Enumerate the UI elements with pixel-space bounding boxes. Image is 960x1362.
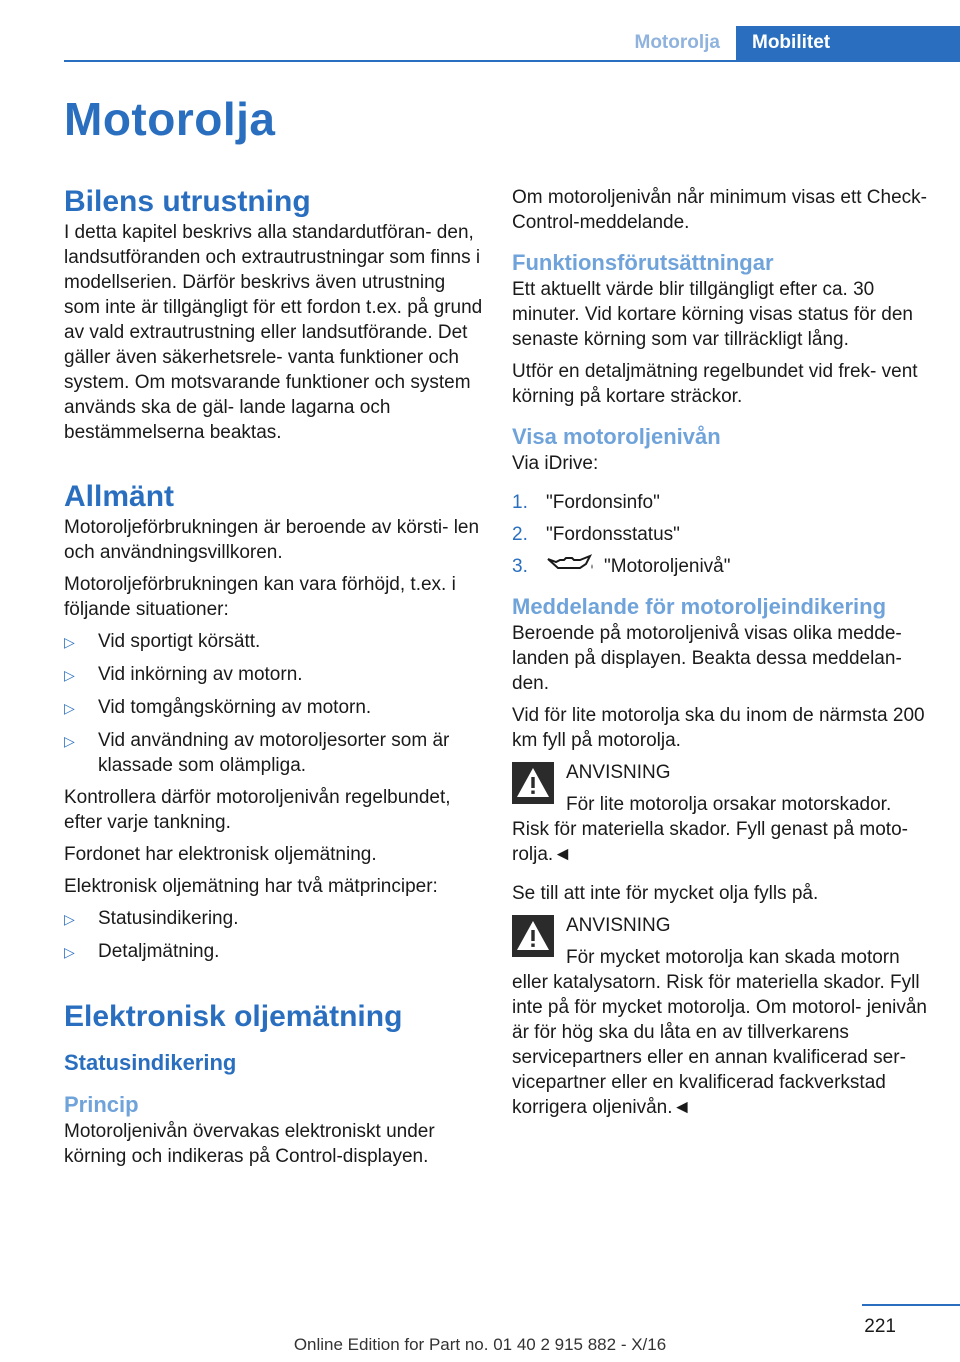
warning-note-2 (512, 913, 930, 1120)
triangle-bullet-icon: ▷ (64, 700, 75, 716)
edition-footer: Online Edition for Part no. 01 40 2 915 882 - X/16 (293, 1335, 667, 1354)
triangle-bullet-icon: ▷ (64, 944, 75, 960)
list-item: ▷ Vid användning av motoroljesorter som är klassade som olämpliga. (64, 730, 450, 776)
princip-heading: Princip (64, 1092, 139, 1117)
right-column (512, 185, 930, 1120)
equipment-heading: Bilens utrustning (64, 185, 311, 218)
triangle-bullet-icon: ▷ (64, 911, 75, 927)
via-idrive: Via iDrive: (512, 453, 599, 474)
list-item: ▷ Vid sportigt körsätt. (64, 629, 484, 655)
warning-title: ANVISNING (566, 762, 671, 783)
warning-text: För mycket motorolja kan skada motorn eller katalysatorn. Risk för materiella skador. Fyll inte på för mycket motorolja. Om motorol- jenivån är för hög ska du låta en av tillverkarens servicepartners eller en annan kvalificerad ser- vicepartner eller en kvalificerad fackverkstad korrigera oljenivån.◄ (512, 947, 927, 1118)
triangle-bullet-icon: ▷ (64, 667, 75, 683)
principles-paragraph: Elektronisk oljemätning har två mätprinciper: (64, 876, 438, 897)
message-paragraph-2: Vid för lite motorolja ska du inom de närmsta 200 km fyll på motorolja. (512, 705, 925, 751)
footer-divider (862, 1304, 960, 1306)
list-item: ▷ Detaljmätning. (64, 939, 484, 965)
function-heading: Funktionsförutsättningar (512, 250, 774, 275)
list-item: ▷ Vid tomgångskörning av motorn. (64, 695, 484, 721)
status-heading: Statusindikering (64, 1050, 237, 1075)
general-heading: Allmänt (64, 480, 175, 513)
overfill-paragraph: Se till att inte för mycket olja fylls på. (512, 883, 819, 904)
warning-icon (512, 915, 554, 957)
triangle-bullet-icon: ▷ (64, 733, 75, 749)
electronic-paragraph: Fordonet har elektronisk oljemätning. (64, 844, 377, 865)
message-paragraph-1: Beroende på motoroljenivå visas olika medde- landen på displayen. Beakta dessa meddelan- den. (512, 623, 902, 694)
function-paragraph-2: Utför en detaljmätning regelbundet vid frek- vent körning på kortare sträckor. (512, 361, 918, 407)
warning-text: För lite motorolja orsakar motorskador. Risk för materiella skador. Fyll genast på moto- rolja.◄ (512, 794, 908, 865)
page-title: Motorolja (64, 93, 276, 145)
equipment-text: I detta kapitel beskrivs alla standardutföran- den, landsutföranden och extrautrustningar som finns i modellserien. Därför beskrivs även utrustning som inte är tillgängligt för ett fordon t.ex. på grund av vald extrautrustning eller landsutförande. Det gäller även säkerhetsrele- vanta funktioner och system. Om motsvarande funktioner och system används ska de gäl- lande lagarna och bestämmelserna beaktas. (64, 222, 483, 443)
left-column (64, 184, 484, 1169)
list-item: ▷ Vid inkörning av motorn. (64, 662, 484, 688)
triangle-bullet-icon: ▷ (64, 634, 75, 650)
header-divider (64, 60, 960, 62)
general-paragraph-1: Motoroljeförbrukningen är beroende av körsti- len och användningsvillkoren. (64, 517, 480, 563)
page-number: 221 (864, 1316, 896, 1337)
message-heading: Meddelande för motoroljeindikering (512, 594, 887, 619)
list-item: 2. "Fordonsstatus" (512, 524, 680, 545)
list-item: ▷ Statusindikering. (64, 906, 484, 932)
warning-title: ANVISNING (566, 915, 671, 936)
check-paragraph: Kontrollera därför motoroljenivån regelbundet, efter varje tankning. (64, 787, 451, 833)
show-level-heading: Visa motoroljenivån (512, 424, 721, 449)
list-item: 3. "Motoroljenivå" (512, 556, 731, 577)
princip-text: Motoroljenivån övervakas elektroniskt under körning och indikeras på Control-displayen. (64, 1121, 435, 1167)
header-section-mobilitet: Mobilitet (736, 26, 960, 60)
warning-icon (512, 762, 554, 804)
general-paragraph-2: Motoroljeförbrukningen kan vara förhöjd, t.ex. i följande situationer: (64, 574, 456, 620)
header-section-motorolja: Motorolja (634, 32, 720, 53)
warning-note-1 (512, 760, 930, 867)
oil-can-icon (546, 554, 596, 574)
list-item: 1. "Fordonsinfo" (512, 492, 660, 513)
electronic-heading: Elektronisk oljemätning (64, 1000, 403, 1033)
minimum-paragraph: Om motoroljenivån når minimum visas ett Check-Control-meddelande. (512, 187, 927, 233)
function-paragraph-1: Ett aktuellt värde blir tillgängligt efter ca. 30 minuter. Vid kortare körning visas status för den senaste körning som var tillräckligt lång. (512, 279, 913, 350)
